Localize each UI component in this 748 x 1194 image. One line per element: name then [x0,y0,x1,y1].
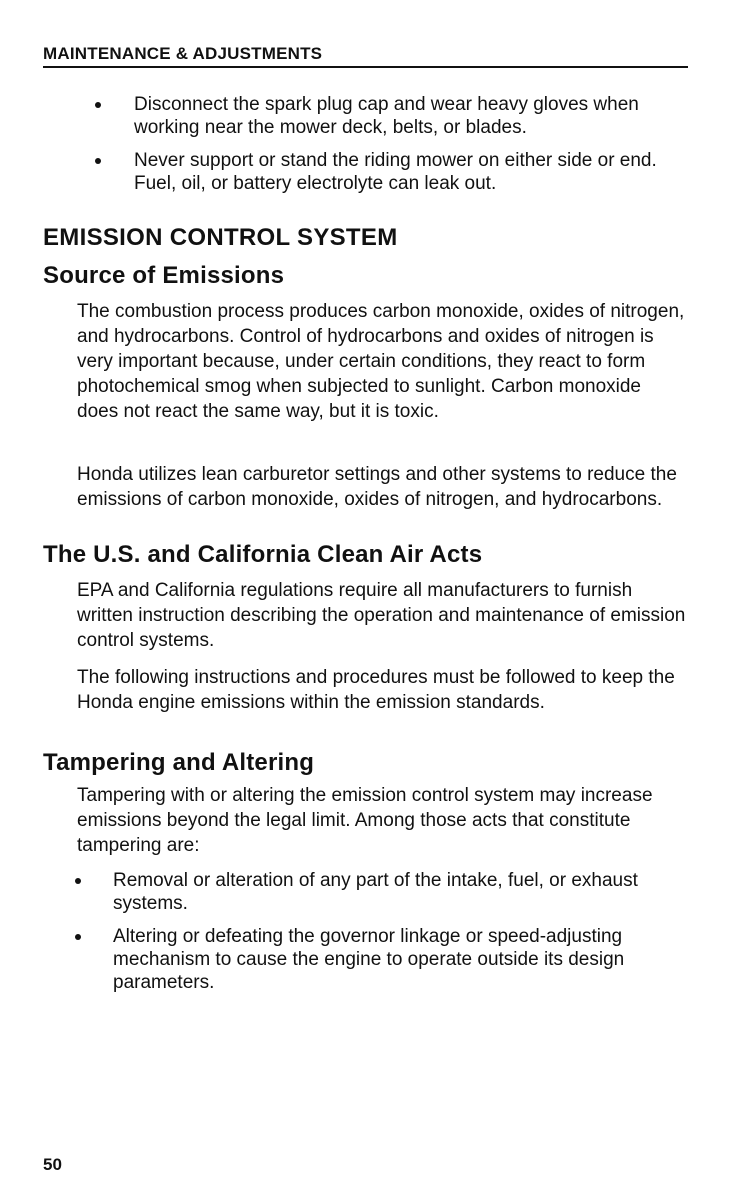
bullet-item: Altering or defeating the governor linkage or speed-adjusting mechanism to cause the engine to operate outside its design parameters. [113,925,703,994]
safety-bullet-list [134,93,694,205]
section-header: MAINTENANCE & ADJUSTMENTS [43,44,688,68]
bullet-item: Removal or alteration of any part of the intake, fuel, or exhaust systems. [113,869,703,915]
paragraph: Honda utilizes lean carburetor settings and other systems to reduce the emissions of carbon monoxide, oxides of nitrogen, and hydrocarbons. [77,464,677,510]
subheading-source-of-emissions: Source of Emissions [43,262,285,289]
subheading-tampering: Tampering and Altering [43,749,315,776]
section-title: EMISSION CONTROL SYSTEM [43,224,398,251]
bullet-item: Disconnect the spark plug cap and wear heavy gloves when working near the mower deck, belts, or blades. [134,93,694,139]
subheading-clean-air-acts: The U.S. and California Clean Air Acts [43,541,483,568]
page-number: 50 [43,1155,62,1174]
paragraph: Tampering with or altering the emission control system may increase emissions beyond the legal limit. Among those acts that constitute tampering are: [77,785,653,856]
paragraph: The following instructions and procedures must be followed to keep the Honda engine emissions within the emission standards. [77,667,675,713]
bullet-item: Never support or stand the riding mower on either side or end. Fuel, oil, or battery electrolyte can leak out. [134,149,694,195]
paragraph: The combustion process produces carbon monoxide, oxides of nitrogen, and hydrocarbons. Control of hydrocarbons and oxides of nitrogen is very important because, under certain conditions, they react to form photochemical smog when subjected to sunlight. Carbon monoxide does not react the same way, but it is toxic. [77,301,685,422]
paragraph: EPA and California regulations require all manufacturers to furnish written instruction describing the operation and maintenance of emission control systems. [77,580,686,651]
tampering-bullet-list [113,869,703,1004]
